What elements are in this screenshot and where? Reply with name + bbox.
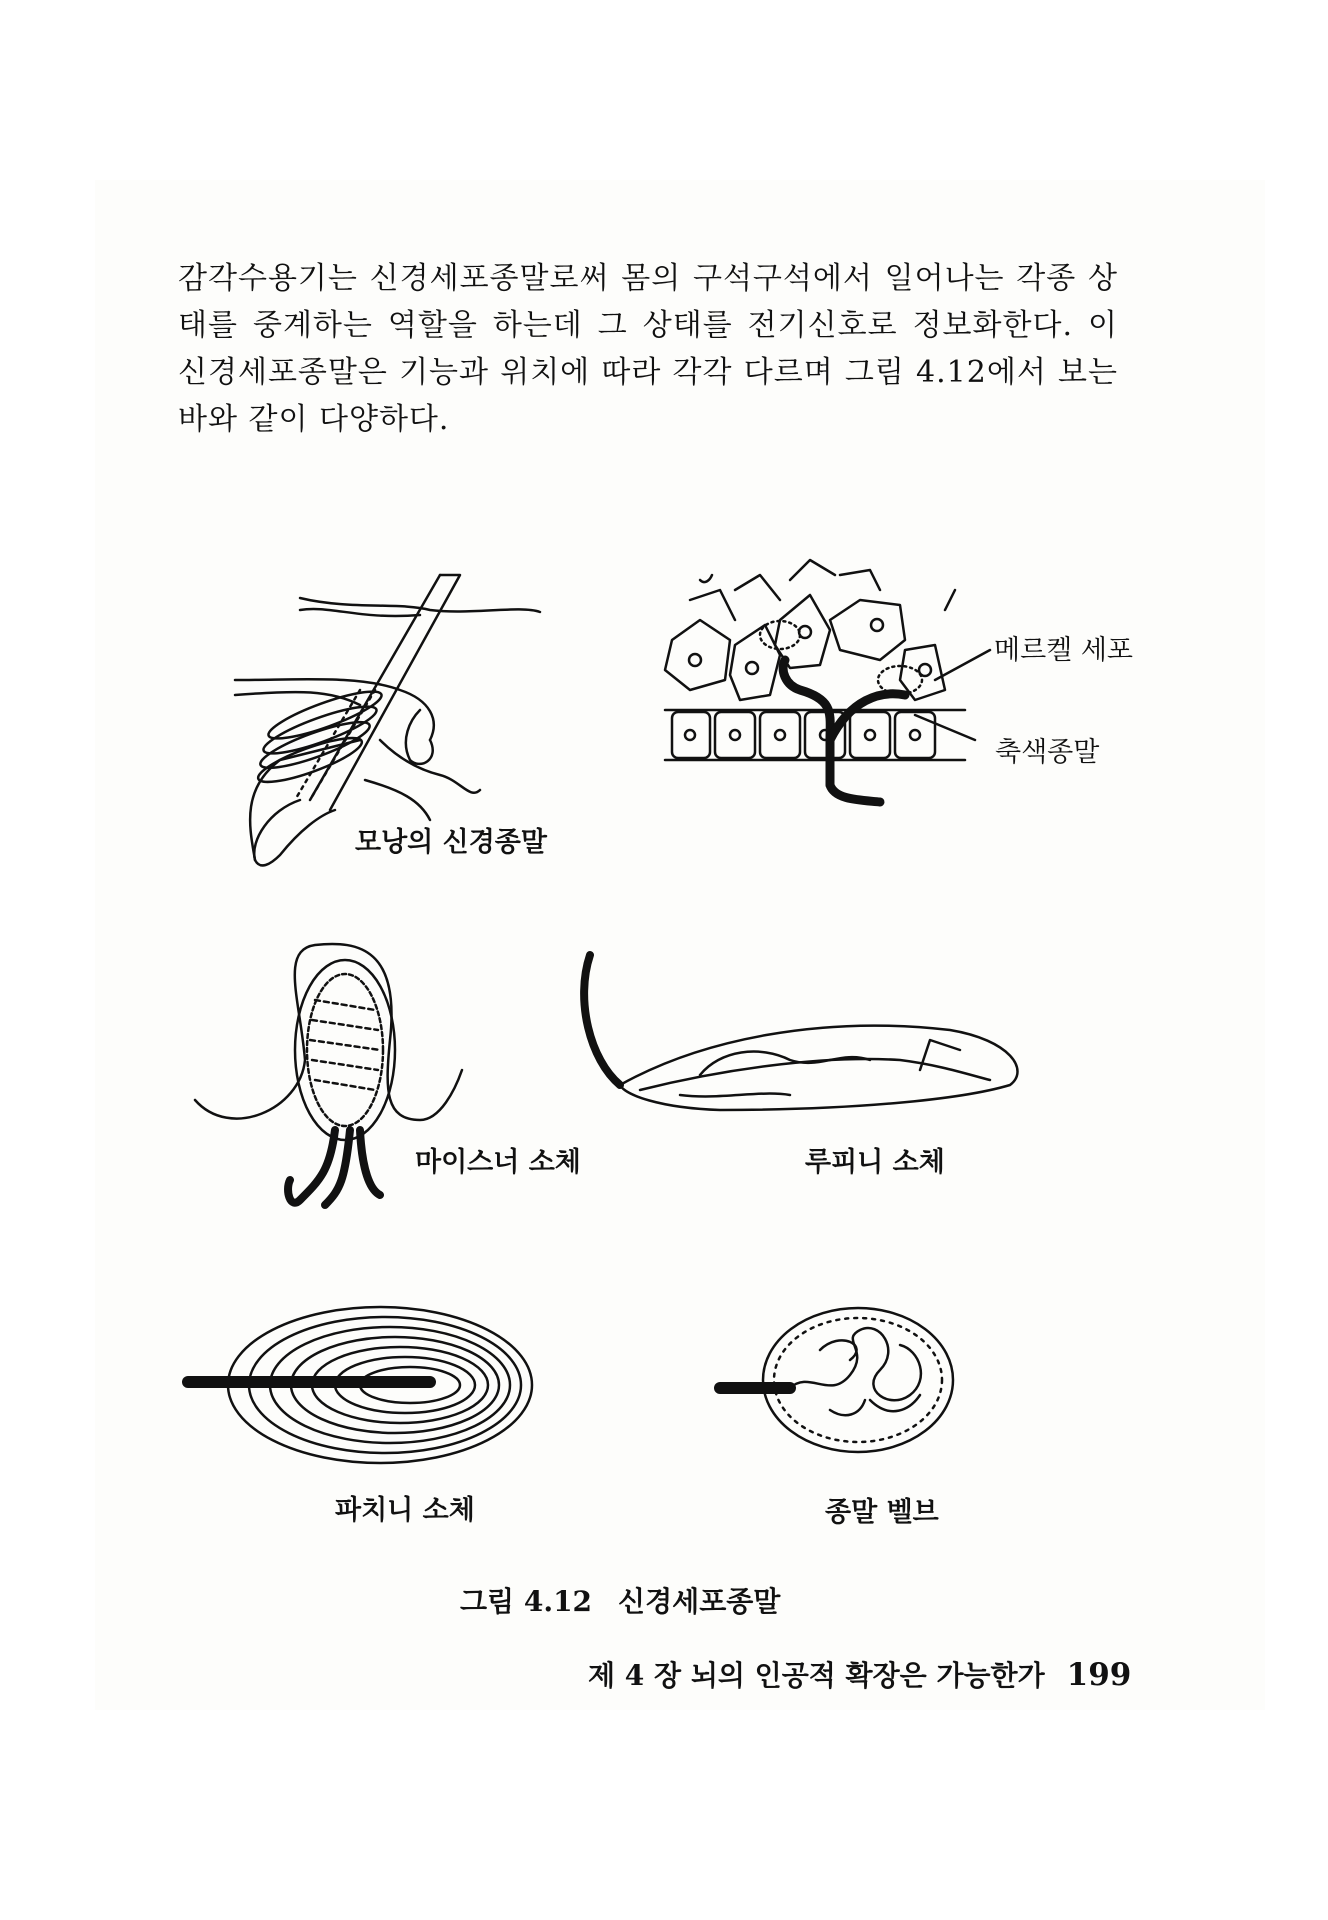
caption-title: 신경세포종말 xyxy=(618,1585,781,1618)
figure-caption xyxy=(460,1580,806,1620)
label-hair-follicle: 모낭의 신경종말 xyxy=(355,827,547,858)
label-pacinian: 파치니 소체 xyxy=(335,1495,475,1526)
footer-chapter: 제 4 장 뇌의 인공적 확장은 가능한가 xyxy=(588,1659,1045,1692)
caption-number: 그림 4.12 xyxy=(460,1585,593,1618)
page-footer xyxy=(588,1654,1131,1694)
end-bulb-illustration xyxy=(720,1308,953,1452)
ruffini-illustration xyxy=(584,955,1017,1110)
label-end-bulb: 종말 벨브 xyxy=(825,1497,939,1528)
merkel-cell-illustration xyxy=(665,560,990,802)
label-axon-terminal: 축색종말 xyxy=(995,737,1100,768)
pacinian-illustration xyxy=(188,1307,532,1463)
body-paragraph: 감각수용기는 신경세포종말로써 몸의 구석구석에서 일어나는 각종 상태를 중계하는 역할을 하는데 그 상태를 전기신호로 정보화한다. 이 신경세포종말은 기능과 위치에 따라 각각 다르며 그림 4.12에서 보는 바와 같이 다양하다. xyxy=(178,261,1118,437)
page-number: 199 xyxy=(1066,1657,1132,1693)
label-ruffini: 루피니 소체 xyxy=(805,1147,945,1178)
label-merkel-cell: 메르켈 세포 xyxy=(994,635,1133,666)
label-meissner: 마이스너 소체 xyxy=(415,1147,581,1178)
